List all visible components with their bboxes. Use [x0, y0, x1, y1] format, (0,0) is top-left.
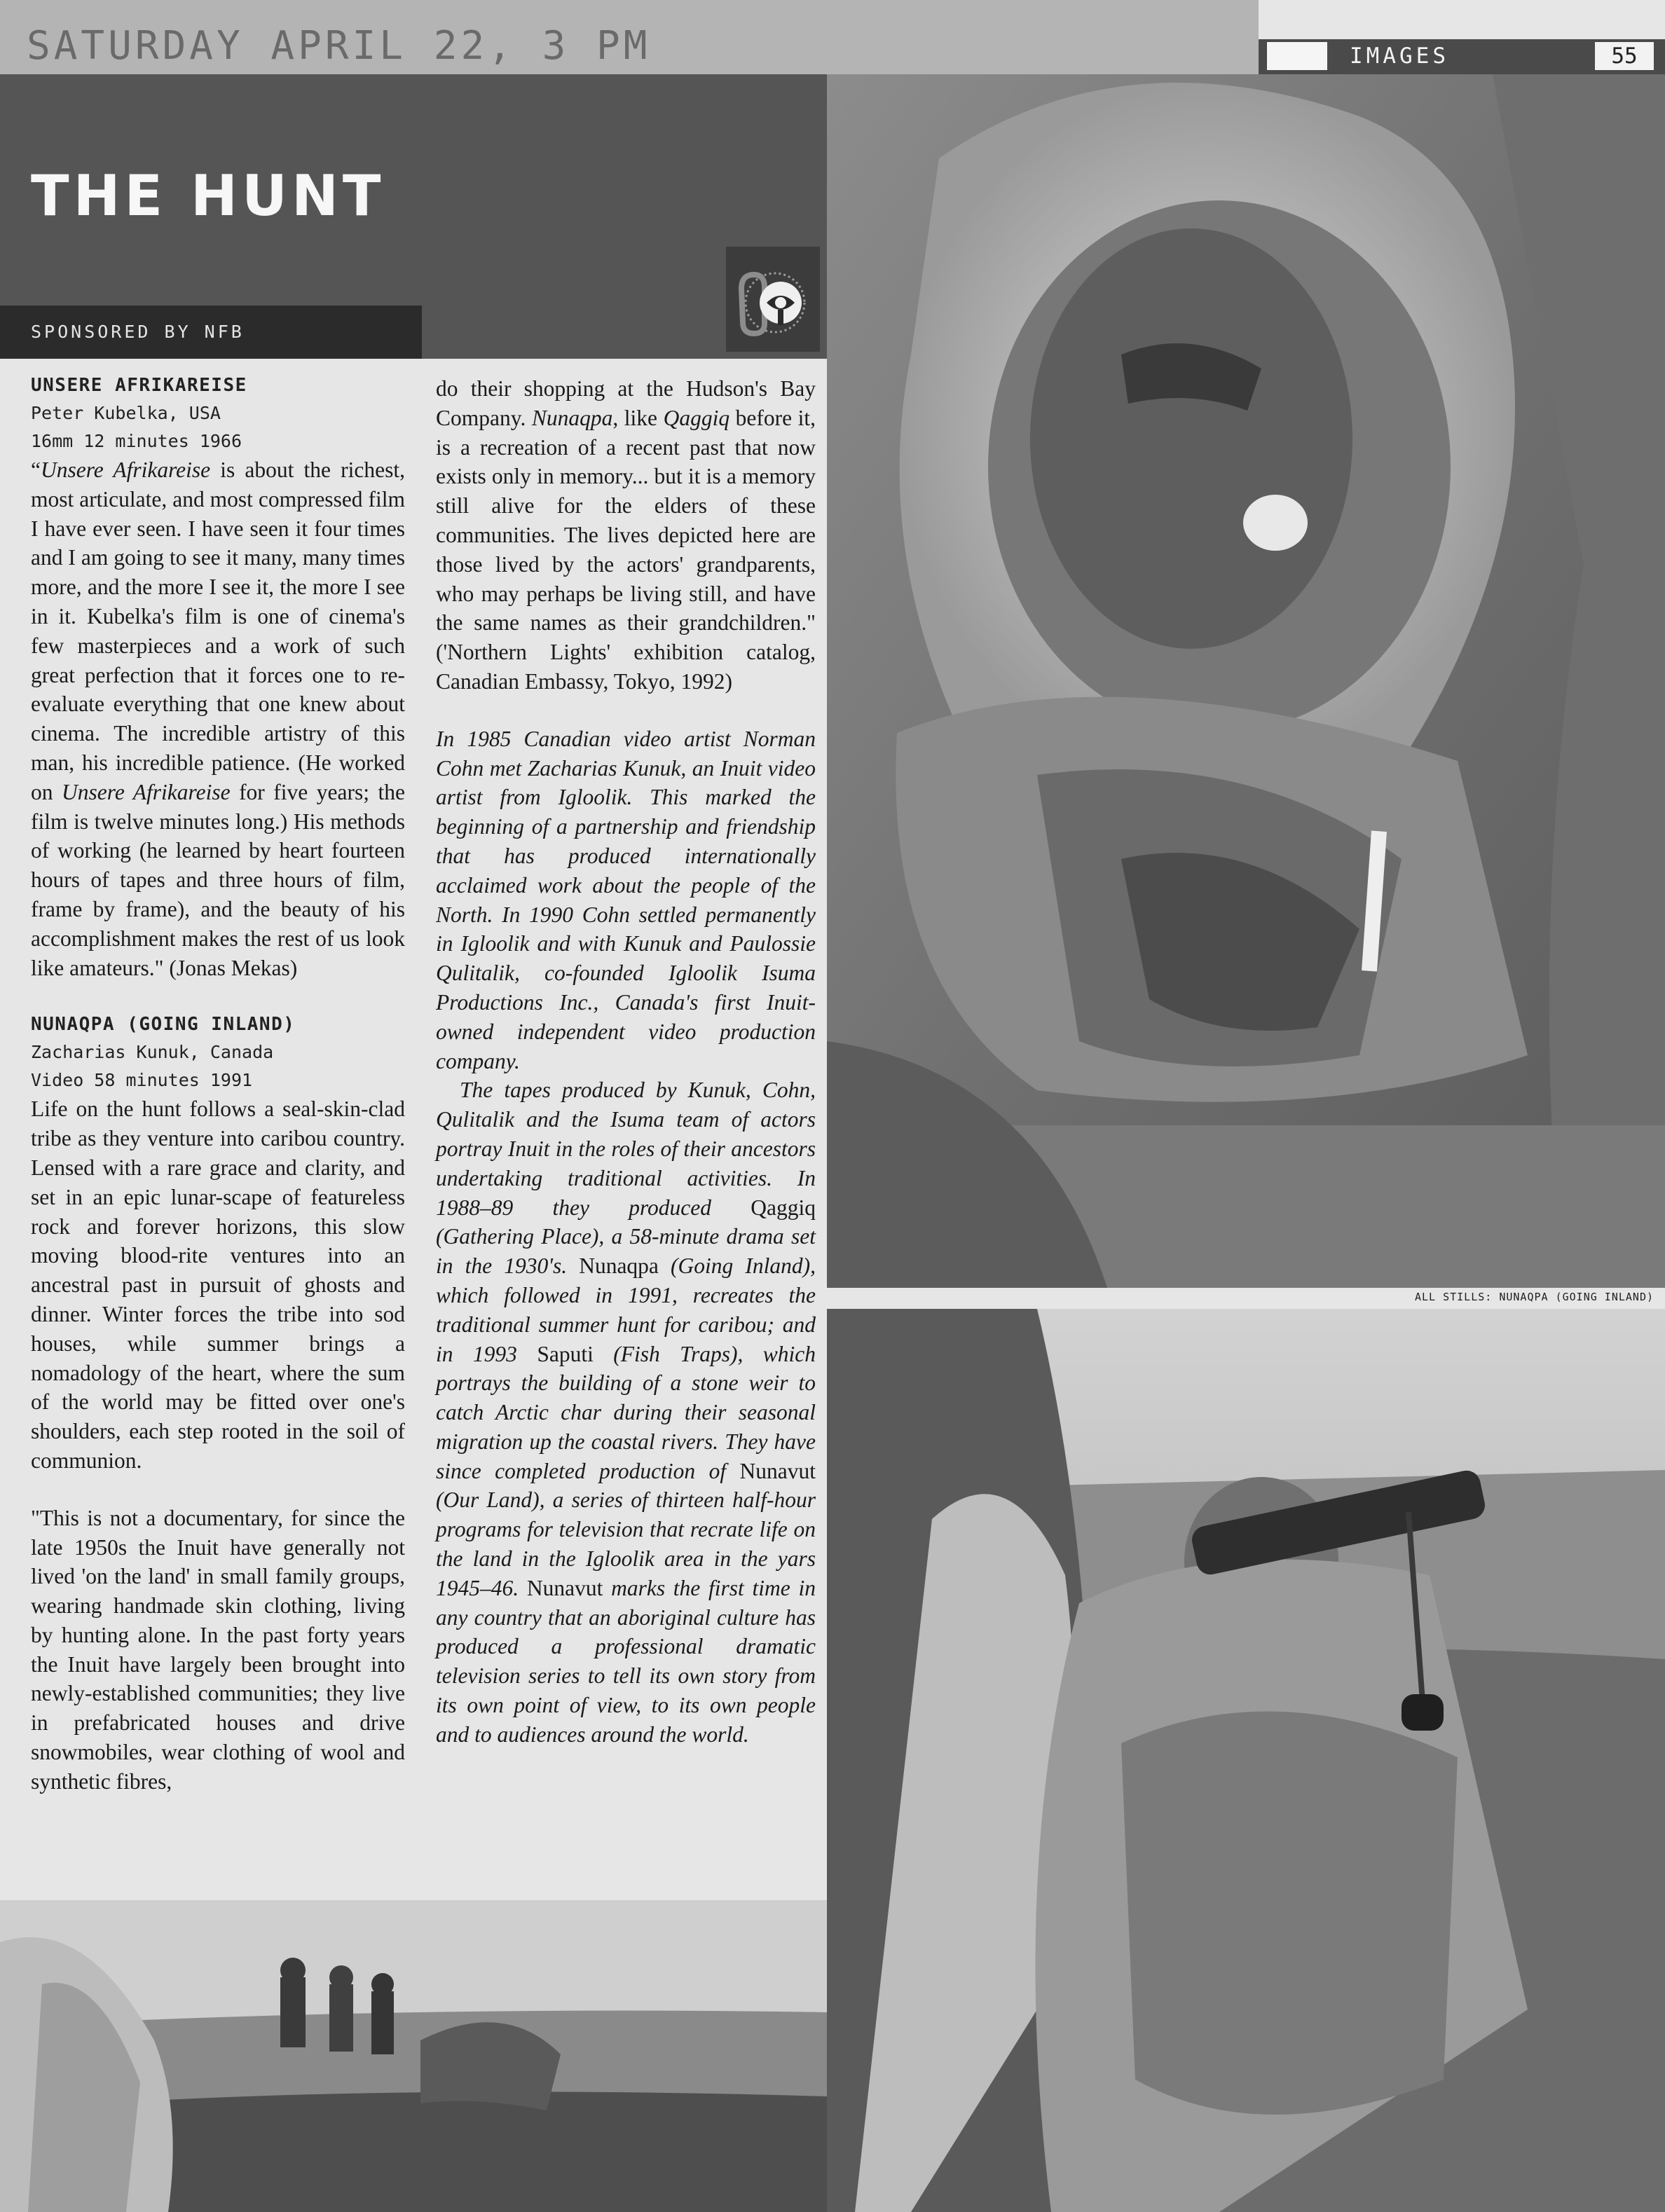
text-column-left [31, 371, 405, 1797]
film-title-reference: Saputi [537, 1341, 594, 1366]
photo-hunters-landscape [0, 1900, 827, 2212]
film-director: Peter Kubelka, USA [31, 403, 221, 423]
anniversary-logo [726, 247, 820, 352]
review-text: is about the richest, most articulate, and most compressed film I have ever seen. I have seen it four times and I am going to see it many, many times more, and the more I see it, the more I see in it. Kubelka's film is one of cinema's few masterpieces and a work of such great perfection that it forces one to re-evaluate everything that one knew about cinema. The incredible artistry of this man, his incredible patience. (He worked on [31, 458, 405, 804]
quote-text: do their shopping at the Hudson's Bay Company. [436, 376, 816, 430]
film-quote-continued [436, 374, 816, 696]
section-label: IMAGES [1350, 43, 1449, 69]
event-date: SATURDAY APRIL 22, 3 PM [27, 23, 651, 69]
bio-paragraph: In 1985 Canadian video artist Norman Cohn met Zacharias Kunuk, an Inuit video artist from Igloolik. This marked the beginning of a partnership and friendship that has produced internationally acclaimed work about the people of the North. In 1990 Cohn settled permanently in Igloolik and with Kunuk and Paulossie Qulitalik, co-founded Igloolik Isuma Productions Inc., Canada's first Inuit-owned independent video production company. [436, 726, 816, 1073]
film-title-reference: Qaggiq [663, 405, 730, 430]
film-title-reference: Unsere Afrikareise [40, 458, 211, 482]
page-title: THE HUNT [31, 163, 385, 228]
film-title-reference: Nunaqpa [531, 405, 613, 430]
photo-credit: ALL STILLS: NUNAQPA (GOING INLAND) [1414, 1291, 1654, 1303]
film-details: Video 58 minutes 1991 [31, 1070, 253, 1091]
bio-text: (Gathering Place), a 58-minute drama set in the 1930's. [436, 1224, 816, 1279]
film-review: “Unsere Afrikareise is about the richest, most articulate, and most compressed film I have ever seen. I have seen it four times and I am going to see it many, many times more, and the more I see it, the more I see in it. Kubelka's film is one of cinema's few masterpieces and a work of such great perfection that it forces one to re-evaluate everything that one knew about cinema. The incredible artistry of this man, his incredible patience. (He worked on Unsere Afrikareise for five years; the film is twelve minutes long.) His methods of working (he learned by heart fourteen hours of tapes and three hours of film, frame by frame), and the beauty of his accomplishment makes the rest of us look like amateurs." (Jonas Mekas) [31, 458, 405, 980]
film-title: NUNAQPA (GOING INLAND) [31, 1014, 296, 1036]
film-details: 16mm 12 minutes 1966 [31, 431, 242, 451]
bio-text: (Going Inland), which followed in 1991, recreates the traditional summer hunt for caribou; and in 1993 [436, 1253, 816, 1366]
bio-text: (Fish Traps), which portrays the building of a stone weir to catch Arctic char during their seasonal migration up the coastal rivers. They have since completed production of [436, 1341, 816, 1483]
bio-text: The tapes produced by Kunuk, Cohn, Qulitalik and the Isuma team of actors portray Inuit in the roles of their ancestors undertaking traditional activities. In 1988–89 they produced [436, 1078, 816, 1220]
film-title: UNSERE AFRIKAREISE [31, 375, 247, 396]
film-title-reference: Unsere Afrikareise [62, 779, 231, 804]
quote-text: , like [612, 405, 664, 430]
bio-paragraph [436, 1076, 816, 1749]
film-director: Zacharias Kunuk, Canada [31, 1042, 274, 1063]
page-number: 55 [1595, 42, 1654, 70]
bio-text: marks the first time in any country that an aboriginal culture has produced a professional dramatic television series to tell its own story from its own point of view, to its own people and to audiences around the world. [436, 1575, 816, 1747]
sponsor-label: SPONSORED BY NFB [31, 322, 245, 342]
section-marker-box [1267, 42, 1327, 70]
text-column-right [436, 374, 816, 1750]
photo-hunter-portrait [827, 74, 1665, 1288]
film-title-reference: Nunavut [526, 1575, 603, 1600]
film-title-reference: Qaggiq [751, 1195, 816, 1220]
photo-hunter-telescope [827, 1309, 1665, 2212]
film-title-reference: Nunaqpa [579, 1253, 659, 1279]
review-text: for five years; the film is twelve minutes long.) His methods of working (he learned by heart fourteen hours of tapes and three hours of film, frame by frame), and the beauty of his accomplishment makes the rest of us look like amateurs." (Jonas Mekas) [31, 779, 405, 980]
film-description: Life on the hunt follows a seal-skin-clad tribe as they venture into caribou country. Lensed with a rare grace and clarity, and set in an epic lunar-scape of featureless rock and forever horizons, this slow moving blood-rite ventures into an ancestral past in pursuit of ghosts and dinner. Winter forces the tribe into sod houses, while summer brings a nomadology of the heart, where the sum of the world may be fitted over one's shoulders, each step rooted in the soil of communion. [31, 1097, 405, 1473]
quote-text: before it, is a recreation of a recent past that now exists only in memory... but it is a memory still alive for the elders of these communities. The lives depicted here are those lived by the actors' grandparents, who may perhaps be living still, and have the same names as their grandchildren." ('Northern Lights' exhibition catalog, Canadian Embassy, Tokyo, 1992) [436, 405, 816, 694]
film-quote: "This is not a documentary, for since the late 1950s the Inuit have generally not lived 'on the land' in small family groups, wearing handmade skin clothing, living by hunting alone. In the past forty years the Inuit have largely been brought into newly-established communities; they live in prefabricated houses and drive snowmobiles, wear clothing of wool and synthetic fibres, [31, 1505, 405, 1794]
film-title-reference: Nunavut [739, 1458, 816, 1483]
bio-text: (Our Land), a series of thirteen half-hour programs for television that recrate life on the land in the Igloolik area in the yars 1945–46. [436, 1488, 816, 1600]
